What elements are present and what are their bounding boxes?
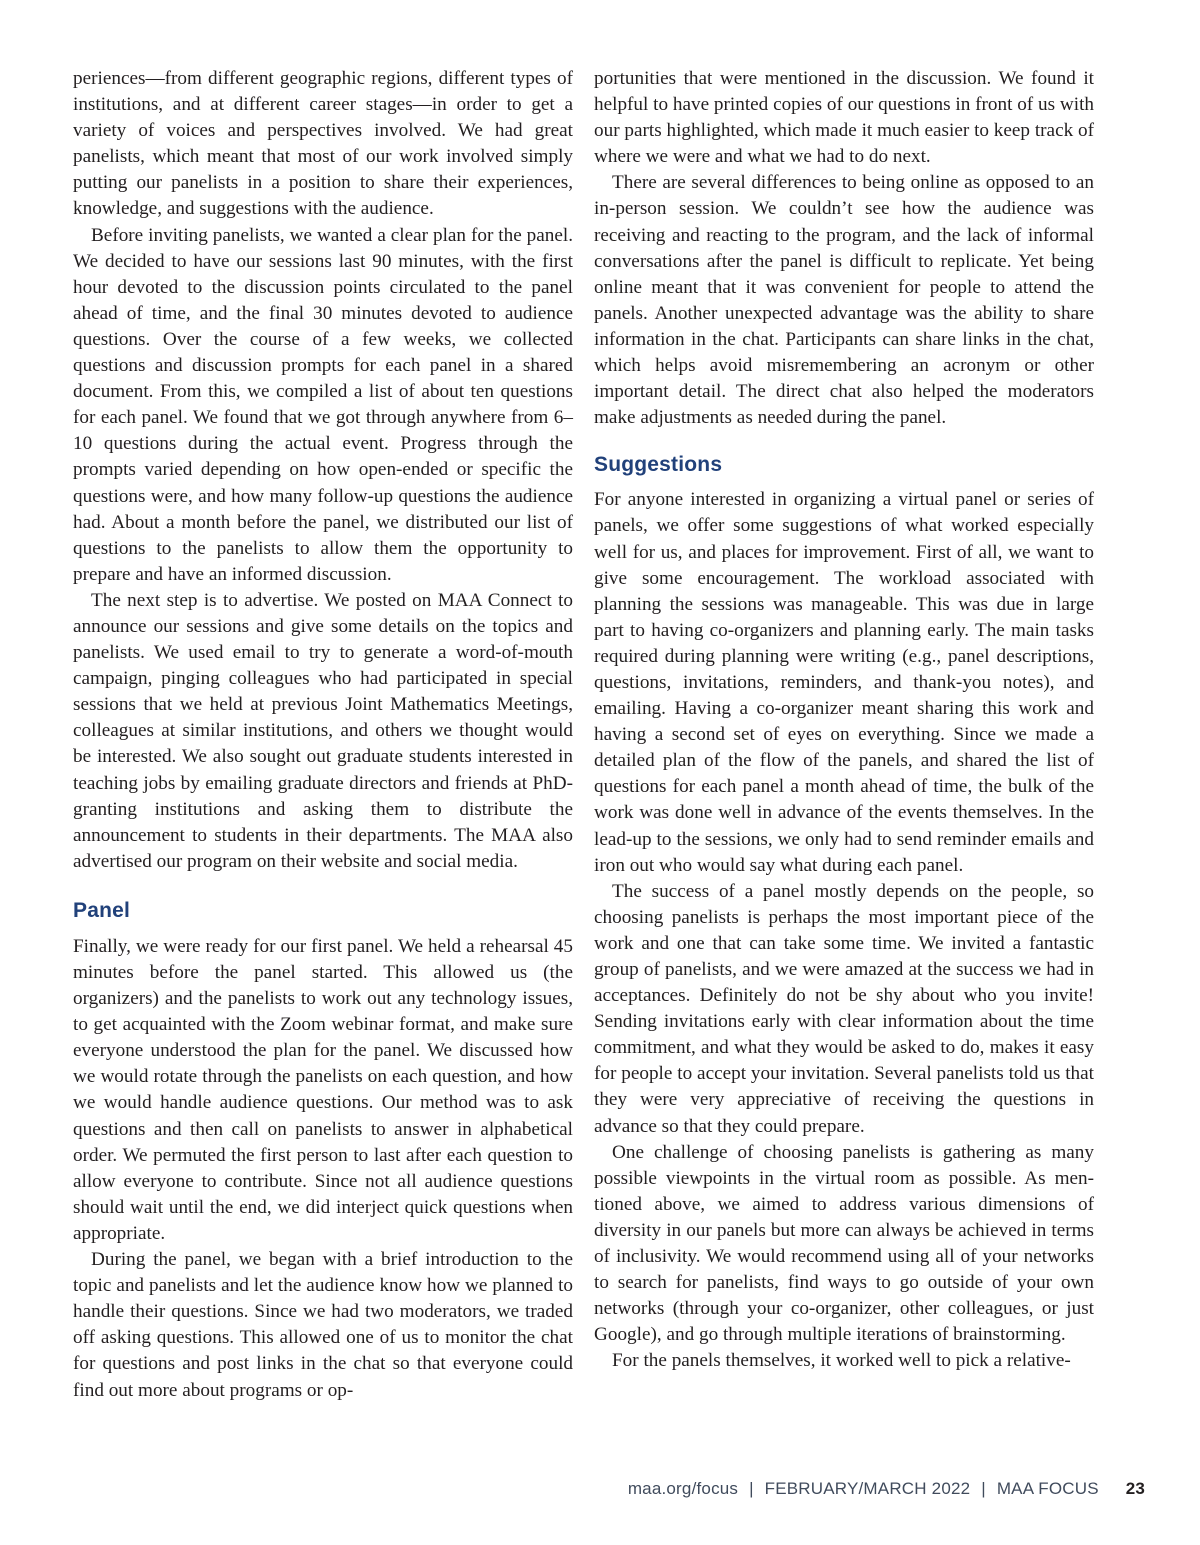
section-heading-panel: Panel — [73, 898, 131, 922]
body-paragraph: For anyone interested in organizing a virtual panel or series of panels, we offer some suggestions of what worked especially well for us, and places for improvement. First of all, we want to give some encouragement. The workload associated with planning the sessions was manageable. This was due in large part to having co-organizers and planning early. The main tasks required during planning were writing (e.g., panel descriptions, questions, invitations, reminders, and thank-you notes), and emailing. Having a co-organizer meant sharing this work and having a second set of eyes on everything. Since we made a detailed plan of the flow of the panels, and shared the list of questions for each panel a month ahead of time, the bulk of the work was done well in advance of the events themselves. In the lead-up to the sessions, we only had to send reminder emails and iron out who would say what during each panel. — [594, 489, 1094, 876]
body-paragraph: Before inviting panelists, we wanted a clear plan for the panel. We decided to have our sessions last 90 minutes, with the first hour devoted to the discussion points circulated to the panel ahead of time, and the final 30 minutes devoted to audience questions. Over the course of a few weeks, we collected questions and discussion prompts for each panel in a shared document. From this, we compiled a list of about ten questions for each panel. We found that we got through anywhere from 6–10 questions during the actual event. Progress through the prompts varied depending on how open-ended or specific the questions were, and how many follow-up questions the audience had. About a month before the panel, we distributed our list of questions to the panelists to allow them the opportunity to prepare and have an informed discussion. — [73, 224, 573, 585]
footer-url: maa.org/focus — [627, 1479, 739, 1498]
right-column — [594, 66, 1094, 1375]
body-paragraph: For the panels themselves, it worked well to pick a relative- — [612, 1350, 1071, 1372]
page-footer — [628, 1479, 1145, 1499]
footer-separator: | — [749, 1479, 754, 1498]
body-paragraph: One challenge of choosing panelists is gathering as many possible viewpoints in the virtual room as possible. As mentioned above, we aimed to address various dimensions of diversity in our panels but more can always be achieved in terms of inclusivity. We would recommend using all of your networks to search for panelists, find ways to go outside of your own networks (through your co-organizer, other colleagues, or just Google), and go through multiple iterations of brainstorming. — [594, 1141, 1094, 1346]
left-column — [73, 66, 573, 1404]
body-paragraph: The next step is to advertise. We posted on MAA Connect to announce our sessions and give some details on the topics and panelists. We used email to try to generate a word-of-mouth campaign, pinging colleagues who had participated in special sessions that we held at previous Joint Mathematics Meetings, colleagues at similar institutions, and others we thought would be interested. We also sought out graduate students interested in teaching jobs by emailing graduate directors and friends at PhD-granting institutions and asking them to distribute the announcement to students in their departments. The MAA also advertised our program on their website and social media. — [73, 589, 573, 872]
page-number: 23 — [1125, 1479, 1145, 1498]
body-paragraph: portunities that were mentioned in the discussion. We found it helpful to have printed copies of our questions in front of us with our parts highlighted, which made it much easier to keep track of where we were and what we had to do next. — [594, 68, 1094, 168]
footer-separator: | — [981, 1479, 986, 1498]
body-paragraph: There are several differences to being online as opposed to an in-person session. We couldn’t see how the audience was receiving and reacting to the program, and the lack of informal conversations after the panel is difficult to replicate. Yet being online meant that it was convenient for people to attend the panels. Another unexpected advantage was the ability to share information in the chat. Participants can share links in the chat, which helps avoid misremembering an acronym or other important detail. The direct chat also helped the moderators make adjustments as needed during the panel. — [594, 172, 1094, 429]
body-paragraph: The success of a panel mostly depends on the people, so choosing panelists is perhaps the most important piece of the work and one that can take some time. We invited a fantastic group of panelists, and we were amazed at the success we had in acceptances. Definitely do not be shy about who you invite! Sending invitations early with clear information about the time commitment, and what they would be asked to do, makes it easy for people to accept your invitation. Several panelists told us that they were very appreciative of receiving the questions in advance so that they could prepare. — [594, 880, 1094, 1137]
footer-issue: FEBRUARY/MARCH 2022 — [764, 1479, 971, 1498]
section-heading-suggestions: Suggestions — [594, 453, 723, 477]
body-paragraph: Finally, we were ready for our first panel. We held a rehearsal 45 minutes before the panel started. This allowed us (the organizers) and the panelists to work out any technology issues, to get acquainted with the Zoom webinar format, and make sure everyone understood the plan for the panel. We discussed how we would rotate through the panelists on each question, and how we would handle audience questions. Our method was to ask questions and then call on panelists to answer in alphabetical order. We permuted the first person to last after each question to allow everyone to contribute. Since not all audience questions should wait until the end, we did interject quick questions when appropriate. — [73, 935, 573, 1244]
footer-publication: MAA FOCUS — [996, 1479, 1099, 1498]
body-paragraph: periences—from different geographic regions, different types of institutions, and at different career stages—in order to get a variety of voices and perspectives involved. We had great panelists, which meant that most of our work involved simply putting our panelists in a position to share their experiences, knowledge, and suggestions with the audience. — [73, 68, 573, 220]
body-paragraph: During the panel, we began with a brief introduction to the topic and panelists and let the audience know how we planned to handle their questions. Since we had two moderators, we traded off asking questions. This allowed one of us to monitor the chat for questions and post links in the chat so that everyone could find out more about programs or op- — [73, 1249, 573, 1401]
